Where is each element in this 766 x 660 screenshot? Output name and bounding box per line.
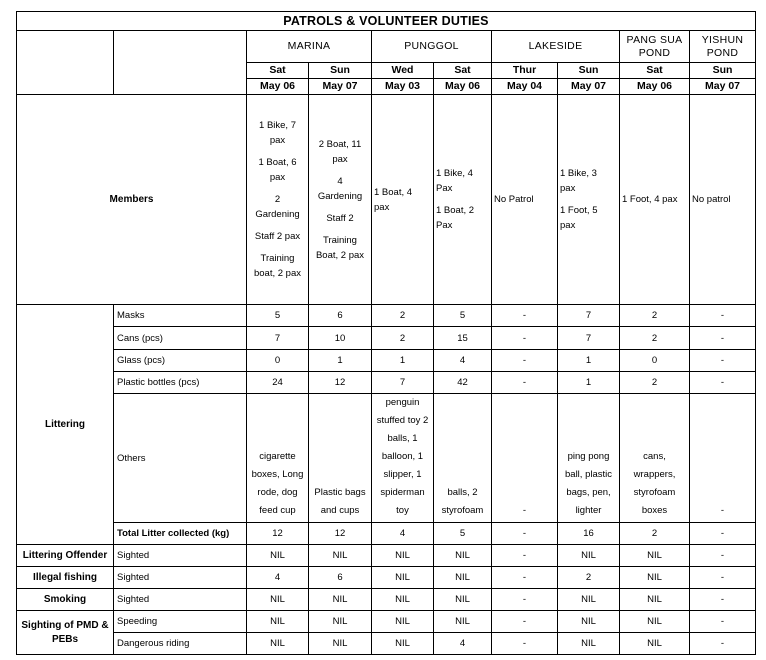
others-line: - bbox=[720, 505, 725, 516]
members-line: 1 Boat, 6 bbox=[258, 157, 297, 168]
others-line: spiderman bbox=[380, 487, 425, 498]
value-cell: NIL bbox=[434, 611, 492, 633]
value-cell: 2 bbox=[620, 523, 690, 545]
others-line: toy bbox=[396, 505, 409, 516]
others-line: styrofoam bbox=[633, 487, 676, 498]
members-line: 2 bbox=[274, 194, 281, 205]
value-cell: NIL bbox=[558, 633, 620, 655]
members-line: Training bbox=[323, 234, 357, 246]
members-line: Staff 2 bbox=[326, 212, 354, 224]
members-line: No patrol bbox=[692, 194, 731, 205]
members-line: Gardening bbox=[317, 190, 363, 202]
members-cell bbox=[620, 95, 690, 305]
offence-row-dangerous-riding bbox=[17, 633, 756, 655]
value-cell: - bbox=[492, 611, 558, 633]
category-label: Smoking bbox=[17, 589, 114, 611]
others-line: ping pong bbox=[567, 451, 610, 462]
value-cell: 1 bbox=[309, 350, 372, 372]
value-cell: 1 bbox=[372, 350, 434, 372]
others-line: and cups bbox=[320, 505, 360, 516]
date-cell: May 07 bbox=[309, 79, 372, 95]
value-cell: - bbox=[492, 350, 558, 372]
value-cell: NIL bbox=[434, 567, 492, 589]
value-cell: 4 bbox=[247, 567, 309, 589]
value-cell: NIL bbox=[620, 545, 690, 567]
location-marina: MARINA bbox=[247, 31, 372, 63]
members-cell bbox=[690, 95, 756, 305]
value-cell: - bbox=[492, 567, 558, 589]
value-cell: - bbox=[492, 545, 558, 567]
others-cell bbox=[434, 394, 492, 523]
littering-row-total bbox=[17, 523, 756, 545]
value-cell: 4 bbox=[434, 350, 492, 372]
value-cell: - bbox=[690, 523, 756, 545]
spacer bbox=[249, 185, 306, 192]
row-label: Total Litter collected (kg) bbox=[114, 523, 247, 545]
location-row bbox=[17, 31, 756, 63]
date-cell: May 06 bbox=[434, 79, 492, 95]
others-cell bbox=[620, 394, 690, 523]
date-cell: May 07 bbox=[558, 79, 620, 95]
location-lakeside: LAKESIDE bbox=[492, 31, 620, 63]
spacer bbox=[311, 167, 369, 174]
row-label: Sighted bbox=[114, 589, 247, 611]
members-line: 4 bbox=[337, 175, 343, 187]
members-line: pax bbox=[374, 201, 390, 213]
others-cell bbox=[247, 394, 309, 523]
value-cell: - bbox=[492, 523, 558, 545]
value-cell: NIL bbox=[309, 611, 372, 633]
row-label: Glass (pcs) bbox=[114, 350, 247, 372]
members-line: No Patrol bbox=[494, 194, 534, 205]
value-cell: 0 bbox=[247, 350, 309, 372]
value-cell: NIL bbox=[372, 611, 434, 633]
littering-label: Littering bbox=[17, 305, 114, 545]
members-cell bbox=[247, 95, 309, 305]
members-line: 1 Foot, 5 bbox=[560, 205, 598, 216]
day-cell: Sun bbox=[309, 63, 372, 79]
others-line: balls, 1 bbox=[387, 433, 418, 444]
members-cell bbox=[434, 95, 492, 305]
members-line: pax bbox=[332, 153, 348, 165]
row-label: Others bbox=[114, 394, 247, 523]
value-cell: NIL bbox=[558, 545, 620, 567]
value-cell: NIL bbox=[434, 589, 492, 611]
value-cell: NIL bbox=[372, 633, 434, 655]
value-cell: NIL bbox=[247, 545, 309, 567]
littering-row-masks bbox=[17, 305, 756, 327]
others-line: balloon, 1 bbox=[381, 451, 424, 462]
day-cell: Sat bbox=[247, 63, 309, 79]
value-cell: 7 bbox=[558, 305, 620, 327]
value-cell: 24 bbox=[247, 372, 309, 394]
value-cell: NIL bbox=[372, 589, 434, 611]
category-label: Littering Offender bbox=[17, 545, 114, 567]
value-cell: - bbox=[690, 350, 756, 372]
others-line: rode, dog bbox=[257, 487, 298, 498]
value-cell: 2 bbox=[558, 567, 620, 589]
members-label: Members bbox=[17, 95, 247, 305]
row-label: Masks bbox=[114, 305, 247, 327]
date-cell: May 06 bbox=[247, 79, 309, 95]
value-cell: 12 bbox=[309, 523, 372, 545]
offence-row-littering-offender bbox=[17, 545, 756, 567]
value-cell: 4 bbox=[372, 523, 434, 545]
others-line: Plastic bags bbox=[314, 487, 366, 498]
location-yishun-pond bbox=[690, 31, 756, 63]
value-cell: - bbox=[492, 633, 558, 655]
value-cell: NIL bbox=[309, 633, 372, 655]
value-cell: - bbox=[690, 589, 756, 611]
spacer bbox=[311, 226, 369, 233]
value-cell: NIL bbox=[434, 545, 492, 567]
value-cell: 2 bbox=[620, 305, 690, 327]
date-cell: May 03 bbox=[372, 79, 434, 95]
value-cell: NIL bbox=[247, 633, 309, 655]
value-cell: 2 bbox=[372, 327, 434, 350]
members-line: pax bbox=[269, 135, 286, 146]
row-label: Sighted bbox=[114, 567, 247, 589]
members-line: boat, 2 pax bbox=[253, 268, 301, 279]
value-cell: 12 bbox=[309, 372, 372, 394]
value-cell: - bbox=[492, 305, 558, 327]
value-cell: 5 bbox=[434, 305, 492, 327]
value-cell: - bbox=[492, 327, 558, 350]
value-cell: 1 bbox=[558, 350, 620, 372]
location-pang-sua-pond bbox=[620, 31, 690, 63]
value-cell: 7 bbox=[558, 327, 620, 350]
value-cell: - bbox=[690, 327, 756, 350]
others-line: feed cup bbox=[259, 505, 296, 516]
members-line: 1 Foot, 4 pax bbox=[622, 194, 678, 205]
category-label: Sighting of PMD & PEBs bbox=[17, 611, 114, 655]
others-line: lighter bbox=[575, 505, 602, 516]
others-line: cans, bbox=[643, 451, 666, 462]
corner-blank-1 bbox=[17, 31, 114, 95]
members-line: 1 Bike, 3 bbox=[560, 168, 597, 179]
littering-row-plastic-bottles bbox=[17, 372, 756, 394]
others-cell bbox=[558, 394, 620, 523]
value-cell: NIL bbox=[372, 545, 434, 567]
spacer bbox=[249, 148, 306, 155]
littering-row-glass bbox=[17, 350, 756, 372]
title-row bbox=[17, 12, 756, 31]
value-cell: 6 bbox=[309, 305, 372, 327]
value-cell: 4 bbox=[434, 633, 492, 655]
others-line: styrofoam bbox=[441, 505, 484, 516]
day-cell: Thur bbox=[492, 63, 558, 79]
value-cell: NIL bbox=[309, 545, 372, 567]
others-line: cigarette bbox=[259, 451, 296, 462]
value-cell: - bbox=[690, 372, 756, 394]
location-yishun-line-2: POND bbox=[706, 46, 739, 59]
spacer bbox=[436, 196, 489, 203]
spacer bbox=[311, 204, 369, 211]
day-cell: Sat bbox=[434, 63, 492, 79]
value-cell: NIL bbox=[620, 633, 690, 655]
category-label: Illegal fishing bbox=[17, 567, 114, 589]
value-cell: NIL bbox=[309, 589, 372, 611]
offence-row-illegal-fishing bbox=[17, 567, 756, 589]
date-cell: May 06 bbox=[620, 79, 690, 95]
value-cell: 1 bbox=[558, 372, 620, 394]
patrols-table bbox=[16, 11, 756, 655]
table-title: PATROLS & VOLUNTEER DUTIES bbox=[17, 12, 756, 31]
value-cell: 10 bbox=[309, 327, 372, 350]
members-line: pax bbox=[560, 220, 576, 231]
location-pang-sua-line-2: POND bbox=[638, 46, 671, 59]
members-line: 1 Boat, 2 bbox=[436, 205, 475, 216]
others-line: - bbox=[522, 505, 527, 516]
members-line: 1 Bike, 7 bbox=[259, 120, 296, 131]
value-cell: NIL bbox=[620, 567, 690, 589]
date-cell: May 04 bbox=[492, 79, 558, 95]
value-cell: 2 bbox=[372, 305, 434, 327]
value-cell: 42 bbox=[434, 372, 492, 394]
others-line: boxes bbox=[641, 505, 668, 516]
value-cell: 7 bbox=[247, 327, 309, 350]
value-cell: 2 bbox=[620, 327, 690, 350]
spacer bbox=[560, 196, 617, 203]
members-line: 1 Bike, 4 bbox=[436, 168, 473, 179]
value-cell: 15 bbox=[434, 327, 492, 350]
value-cell: 16 bbox=[558, 523, 620, 545]
others-cell bbox=[690, 394, 756, 523]
others-line: slipper, 1 bbox=[383, 469, 422, 480]
day-cell: Sun bbox=[690, 63, 756, 79]
littering-row-cans bbox=[17, 327, 756, 350]
others-line: penguin bbox=[385, 397, 420, 408]
value-cell: NIL bbox=[247, 611, 309, 633]
others-line: stuffed toy 2 bbox=[376, 415, 429, 426]
row-label: Dangerous riding bbox=[114, 633, 247, 655]
members-cell bbox=[309, 95, 372, 305]
value-cell: - bbox=[690, 567, 756, 589]
date-cell: May 07 bbox=[690, 79, 756, 95]
littering-row-others bbox=[17, 394, 756, 523]
value-cell: - bbox=[492, 589, 558, 611]
members-cell bbox=[492, 95, 558, 305]
members-line: 1 Boat, 4 bbox=[374, 186, 413, 198]
row-label: Cans (pcs) bbox=[114, 327, 247, 350]
others-cell bbox=[309, 394, 372, 523]
members-line: 2 Boat, 11 bbox=[318, 138, 362, 150]
members-line: pax bbox=[269, 172, 286, 183]
value-cell: 5 bbox=[247, 305, 309, 327]
corner-blank-2 bbox=[114, 31, 247, 95]
offence-row-speeding bbox=[17, 611, 756, 633]
members-cell bbox=[372, 95, 434, 305]
value-cell: 5 bbox=[434, 523, 492, 545]
members-line: Pax bbox=[436, 220, 453, 231]
value-cell: NIL bbox=[247, 589, 309, 611]
others-line: ball, plastic bbox=[565, 469, 612, 480]
day-cell: Sun bbox=[558, 63, 620, 79]
location-pang-sua-line-1: PANG SUA bbox=[626, 33, 683, 46]
location-yishun-line-1: YISHUN bbox=[701, 33, 744, 46]
day-cell: Sat bbox=[620, 63, 690, 79]
value-cell: NIL bbox=[372, 567, 434, 589]
location-punggol: PUNGGOL bbox=[372, 31, 492, 63]
others-line: boxes, Long bbox=[251, 469, 304, 480]
row-label: Plastic bottles (pcs) bbox=[114, 372, 247, 394]
row-label: Sighted bbox=[114, 545, 247, 567]
members-line: Gardening bbox=[255, 209, 300, 220]
members-row bbox=[17, 95, 756, 305]
value-cell: - bbox=[690, 611, 756, 633]
members-line: Pax bbox=[436, 183, 453, 194]
offence-row-smoking bbox=[17, 589, 756, 611]
value-cell: NIL bbox=[620, 589, 690, 611]
value-cell: 6 bbox=[309, 567, 372, 589]
value-cell: - bbox=[492, 372, 558, 394]
spacer bbox=[249, 222, 306, 229]
members-cell bbox=[558, 95, 620, 305]
row-label: Speeding bbox=[114, 611, 247, 633]
others-line: bags, pen, bbox=[566, 487, 611, 498]
others-line: wrappers, bbox=[633, 469, 676, 480]
others-cell bbox=[492, 394, 558, 523]
value-cell: - bbox=[690, 545, 756, 567]
members-line: Training bbox=[260, 253, 295, 264]
value-cell: 0 bbox=[620, 350, 690, 372]
day-cell: Wed bbox=[372, 63, 434, 79]
value-cell: NIL bbox=[620, 611, 690, 633]
value-cell: 2 bbox=[620, 372, 690, 394]
value-cell: NIL bbox=[558, 611, 620, 633]
others-cell bbox=[372, 394, 434, 523]
value-cell: 12 bbox=[247, 523, 309, 545]
value-cell: - bbox=[690, 305, 756, 327]
members-line: Boat, 2 pax bbox=[315, 249, 365, 261]
spacer bbox=[249, 244, 306, 251]
value-cell: 7 bbox=[372, 372, 434, 394]
members-line: pax bbox=[560, 183, 576, 194]
value-cell: - bbox=[690, 633, 756, 655]
others-line: balls, 2 bbox=[447, 487, 478, 498]
value-cell: NIL bbox=[558, 589, 620, 611]
members-line: Staff 2 pax bbox=[254, 231, 301, 242]
